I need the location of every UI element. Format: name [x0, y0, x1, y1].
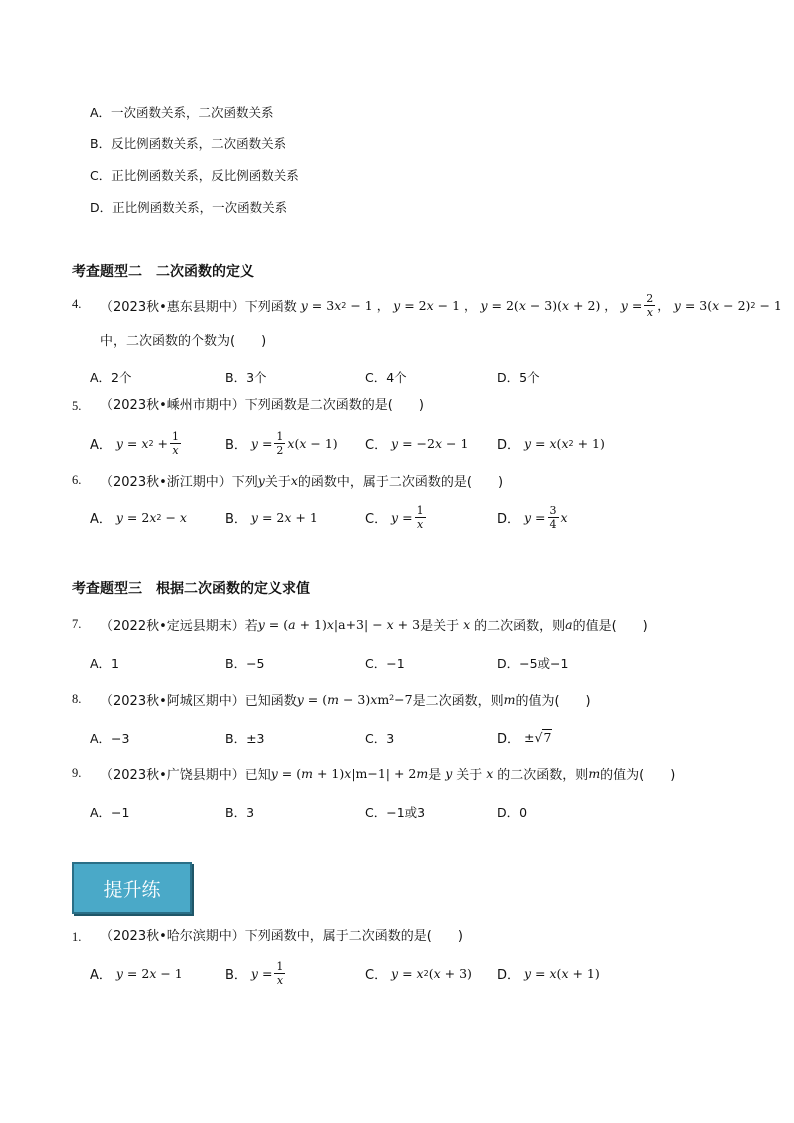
q5-option-c: C． y = −2 x − 1 — [365, 435, 469, 453]
practice-question-number-1: 1. — [72, 930, 82, 944]
q9-option-a: A．−1 — [90, 805, 130, 820]
formula: y — [296, 297, 308, 313]
q5-option-d: D． y = x ( x 2 + 1) — [497, 435, 605, 453]
p1-option-a: A． y = 2 x − 1 — [90, 965, 183, 983]
q4-option-d: D．5个 — [497, 370, 540, 385]
q6-option-d: D． y = $\frac{3}{4}$ x — [497, 503, 568, 531]
q4-option-c: C．4个 — [365, 370, 407, 385]
q7-option-c: C．−1 — [365, 656, 405, 671]
p1-option-c: C． y = x 2 ( x + 3) — [365, 965, 472, 983]
question-number-7: 7. — [72, 617, 82, 631]
section-banner: 提升练 — [72, 862, 192, 914]
option-a: A．一次函数关系，二次函数关系 — [90, 105, 274, 120]
q8-option-d: D． ±√ 7 — [497, 729, 552, 747]
section-title-3: 考查题型三 根据二次函数的定义求值 — [72, 581, 310, 597]
question-9-text: （2023秋•广饶县期中）已知 y = ( m + 1) x |m−1| + 2 m 是 y 关于 x 的二次函数，则 m 的值为( ) — [100, 765, 676, 783]
question-number-8: 8. — [72, 692, 82, 706]
q7-option-a: A．1 — [90, 656, 120, 671]
q5-option-b: B． y = $\frac{1}{2}$ x ( x − 1) — [225, 429, 338, 457]
q7-option-b: B．−5 — [225, 656, 265, 671]
q7-option-d: D．−5或−1 — [497, 656, 569, 671]
q5-option-a: A． y = x 2 + $\frac{1}{x}$ — [90, 429, 179, 457]
fraction: $\frac{2}{x}$ — [646, 291, 654, 319]
question-5-text: （2023秋•嵊州市期中）下列函数是二次函数的是( ) — [100, 398, 424, 413]
q8-option-a: A．−3 — [90, 731, 130, 746]
question-number-6: 6. — [72, 473, 82, 487]
question-number-4: 4. — [72, 297, 82, 311]
p1-option-b: B． y = $\frac{1}{x}$ — [225, 959, 284, 987]
q4-option-a: A．2个 — [90, 370, 132, 385]
q9-option-d: D．0 — [497, 805, 528, 820]
question-7-text: （2022秋•定远县期末）若 y = ( a + 1) x |a+3| − x + 3 是关于 x 的二次函数，则 a 的值是( ) — [100, 616, 648, 634]
q9-option-b: B．3 — [225, 805, 255, 820]
q6-option-c: C． y = $\frac{1}{x}$ — [365, 503, 424, 531]
option-d: D．正比例函数关系，一次函数关系 — [90, 200, 288, 215]
option-b: B．反比例函数关系，二次函数关系 — [90, 136, 287, 151]
question-6-text: （2023秋•浙江期中）下列 y 关于 x 的函数中，属于二次函数的是( ) — [100, 472, 504, 490]
question-8-text: （2023秋•阿城区期中）已知函数 y = ( m − 3) x m²−7 是二次函数，则 m 的值为( ) — [100, 691, 591, 709]
question-number-9: 9. — [72, 766, 82, 780]
q9-option-c: C．−1或3 — [365, 805, 426, 820]
question-4-tail: 中，二次函数的个数为( ) — [100, 334, 267, 349]
q8-option-b: B．±3 — [225, 731, 265, 746]
practice-question-1-text: （2023秋•哈尔滨期中）下列函数中，属于二次函数的是( ) — [100, 929, 463, 944]
q6-option-a: A． y = 2 x 2 − x — [90, 509, 187, 527]
q8-option-c: C．3 — [365, 731, 395, 746]
question-4-stem: （2023秋•惠东县期中）下列函数 y = 3 x 2 − 1 ， y = 2 x − 1 ， y = 2( x − 3)( x + 2) ， y = $\frac{2}{x}$ ， y = 3( x − 2) 2 − 1 — [100, 291, 782, 319]
q6-option-b: B． y = 2 x + 1 — [225, 509, 318, 527]
p1-option-d: D． y = x ( x + 1) — [497, 965, 600, 983]
section-title-2: 考查题型二 二次函数的定义 — [72, 264, 254, 280]
option-c: C．正比例函数关系，反比例函数关系 — [90, 168, 299, 183]
question-number-5: 5. — [72, 399, 82, 413]
q4-option-b: B．3个 — [225, 370, 267, 385]
question-4-source: （2023秋•惠东县期中）下列函数 — [100, 299, 297, 315]
